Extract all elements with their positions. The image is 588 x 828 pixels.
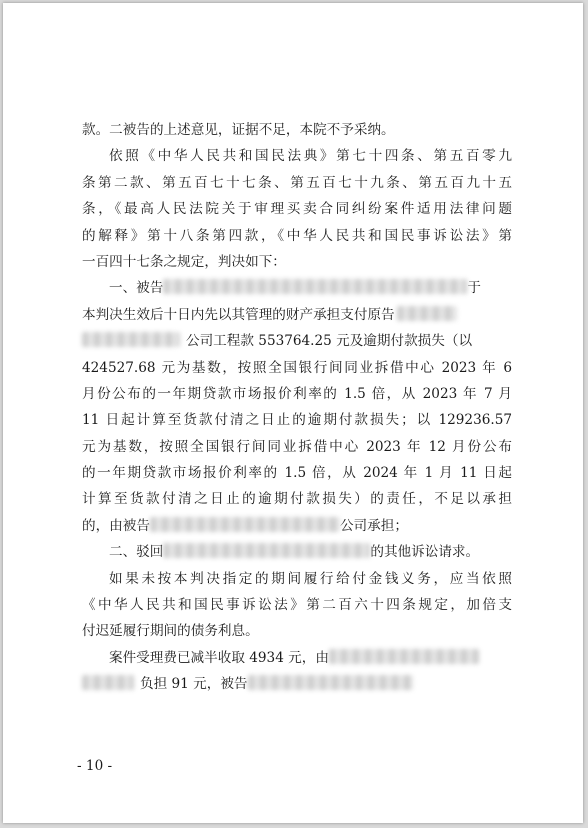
redacted-name: [82, 332, 180, 347]
text-line: 《中华人民共和国民事诉讼法》第二百六十四条规定，加倍支: [82, 597, 512, 614]
text-line: 11 日起计算至货款付清之日止的逾期付款损失；以 129236.57: [82, 412, 512, 429]
redacted-name: [397, 306, 457, 321]
redacted-name: [329, 649, 479, 664]
text-span: 的，由被告: [82, 517, 150, 534]
redacted-name: [150, 517, 340, 532]
text-line: 如果未按本判决指定的期间履行给付金钱义务，应当依照: [109, 570, 512, 587]
text-line: 依照《中华人民共和国民法典》第七十四条、第五百零九: [109, 148, 512, 165]
redacted-name: [163, 279, 467, 294]
text-span: 公司承担；: [339, 517, 408, 534]
text-line: 条第二款、第五百七十七条、第五百七十九条、第五百九十五: [82, 174, 512, 191]
text-line: [82, 671, 512, 697]
text-line: [82, 275, 512, 301]
clause-one-suffix: 于: [467, 280, 481, 297]
text-span: 公司工程款 553764.25 元及逾期付款损失（以: [186, 333, 473, 350]
redacted-name: [82, 675, 134, 690]
clause-one-prefix: 一、被告: [109, 280, 164, 297]
redacted-name: [163, 543, 370, 558]
text-line: 的解释》第十八条第四款，《中华人民共和国民事诉讼法》第: [82, 227, 512, 244]
text-span: 的其他诉讼请求。: [370, 544, 480, 561]
text-line: [82, 328, 512, 354]
text-span: 本判决生效后十日内先以其管理的财产承担支付原告: [82, 306, 395, 323]
text-line: [82, 302, 512, 328]
text-line: 一百四十七条之规定，判决如下：: [82, 253, 286, 270]
text-span: 二、驳回: [109, 544, 164, 561]
text-line: [82, 645, 512, 671]
text-line: [82, 539, 512, 565]
text-span: 负担 91 元，被告: [140, 676, 248, 693]
redacted-name: [248, 675, 413, 690]
text-line: 款。二被告的上述意见，证据不足，本院不予采纳。: [82, 122, 395, 138]
text-span: 案件受理费已减半收取 4934 元，由: [109, 649, 329, 666]
text-line: [82, 513, 512, 539]
text-line: 条，《最高人民法院关于审理买卖合同纠纷案件适用法律问题: [82, 201, 512, 218]
text-line: 424527.68 元为基数，按照全国银行间同业拆借中心 2023 年 6: [82, 359, 512, 376]
page-number: - 10 -: [77, 758, 113, 774]
text-line: 付迟延履行期间的债务利息。: [82, 623, 259, 640]
judgment-body: [82, 117, 512, 698]
text-line: 计算至货款付清之日止的逾期付款损失）的责任，不足以承担: [82, 491, 512, 508]
text-line: 的一年期贷款市场报价利率的 1.5 倍，从 2024 年 1 月 11 日起: [82, 465, 512, 482]
text-line: 元为基数，按照全国银行间同业拆借中心 2023 年 12 月份公布: [82, 438, 512, 455]
text-line: 月份公布的一年期贷款市场报价利率的 1.5 倍，从 2023 年 7 月: [82, 385, 512, 402]
document-page: [3, 3, 583, 823]
